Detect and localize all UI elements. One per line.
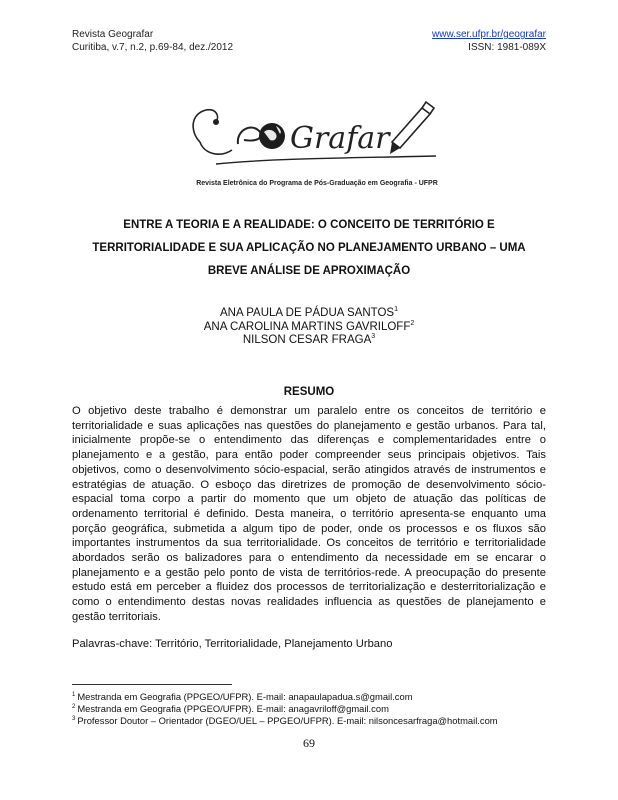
author-list: [72, 307, 546, 348]
title-line: TERRITORIALIDADE E SUA APLICAÇÃO NO PLANEJAMENTO URBANO – UMA: [92, 242, 526, 254]
footnote-mark: 1: [72, 691, 76, 698]
title-line: BREVE ANÁLISE DE APROXIMAÇÃO: [207, 265, 411, 277]
abstract-heading: RESUMO: [283, 386, 335, 398]
author-name: NILSON CESAR FRAGA: [242, 334, 372, 346]
running-header-left: [72, 28, 233, 54]
journal-issn: ISSN: 1981-089X: [468, 42, 546, 53]
author-line: [72, 321, 546, 335]
footnote-item: [72, 715, 552, 727]
footnote-text: Mestranda em Geografia (PPGEO/UFPR). E-mail: anagavriloff@gmail.com: [77, 703, 389, 714]
footnote-mark: 3: [371, 333, 376, 341]
footnote-mark: 3: [72, 715, 76, 722]
title-line: ENTRE A TEORIA E A REALIDADE: O CONCEITO DE TERRITÓRIO E: [123, 219, 495, 231]
logo-subtitle: Revista Eletrônica do Programa de Pós-Graduação em Geografia - UFPR: [196, 180, 438, 187]
journal-name: Revista Geografar: [72, 29, 154, 40]
journal-citation: Curitiba, v.7, n.2, p.69-84, dez./2012: [72, 42, 234, 53]
logo-wordmark: Grafar: [290, 121, 390, 156]
footnote-mark: 2: [410, 319, 415, 327]
footnote-mark: 1: [394, 306, 398, 314]
author-name: ANA PAULA DE PÁDUA SANTOS: [220, 307, 395, 319]
page-number: 69: [303, 736, 315, 750]
footnote-text: Mestranda em Geografia (PPGEO/UFPR). E-mail: anapaulapadua.s@gmail.com: [77, 691, 413, 702]
footnote-mark: 2: [72, 703, 76, 710]
author-line: [72, 334, 546, 348]
author-name: ANA CAROLINA MARTINS GAVRILOFF: [203, 320, 411, 333]
pen-icon: [390, 102, 434, 154]
keywords-line: Palavras-chave: Território, Territorialidade, Planejamento Urbano: [72, 638, 393, 650]
footnote-text: Professor Doutor – Orientador (DGEO/UEL – PPGEO/UFPR). E-mail: nilsoncesarfraga@hotmail.com: [77, 715, 498, 726]
journal-url-link[interactable]: www.ser.ufpr.br/geografar: [432, 29, 546, 40]
running-header-right: [370, 28, 546, 54]
footnotes: [72, 691, 552, 727]
abstract-text: O objetivo deste trabalho é demonstrar um paralelo entre os conceitos de território e territorialidade e suas aplicações nas questões do planejamento e gestão urbanos. Para tal, inicialmente propõe-se o entendimento das diferenças e complementaridades entre o planejamento e a gestão, para então poder compreender seus principais objetivos. Tais objetivos, como o desenvolvimento sócio-espacial, serão atingidos através de instrumentos e estratégias de atuação. O esboço das diretrizes de promoção de desenvolvimento sócio-espacial toma corpo a partir do momento que um objeto de atuação das políticas de ordenamento territorial é definido. Desta maneira, o território apresenta-se enquanto uma porção geográfica, submetida a algum tipo de poder, onde os processos e os fluxos são importantes instrumentos da sua territorialidade. Os conceitos de território e territorialidade abordados serão os balizadores para o entendimento da necessidade em se encarar o planejamento e a gestão pelo ponto de vista de territórios-rede. A preocupação do presente estudo está em perceber a fluidez dos processos de territorialização e desterritorialização e como o entendimento destas novas realidades influencia as questões de planejamento e gestão territoriais.: [72, 405, 546, 623]
author-line: [72, 307, 546, 321]
footnote-item: [72, 691, 552, 703]
footnote-item: [72, 703, 552, 715]
article-title: [72, 214, 546, 283]
footnote-rule: [72, 684, 232, 685]
geografar-logo: [186, 92, 448, 190]
